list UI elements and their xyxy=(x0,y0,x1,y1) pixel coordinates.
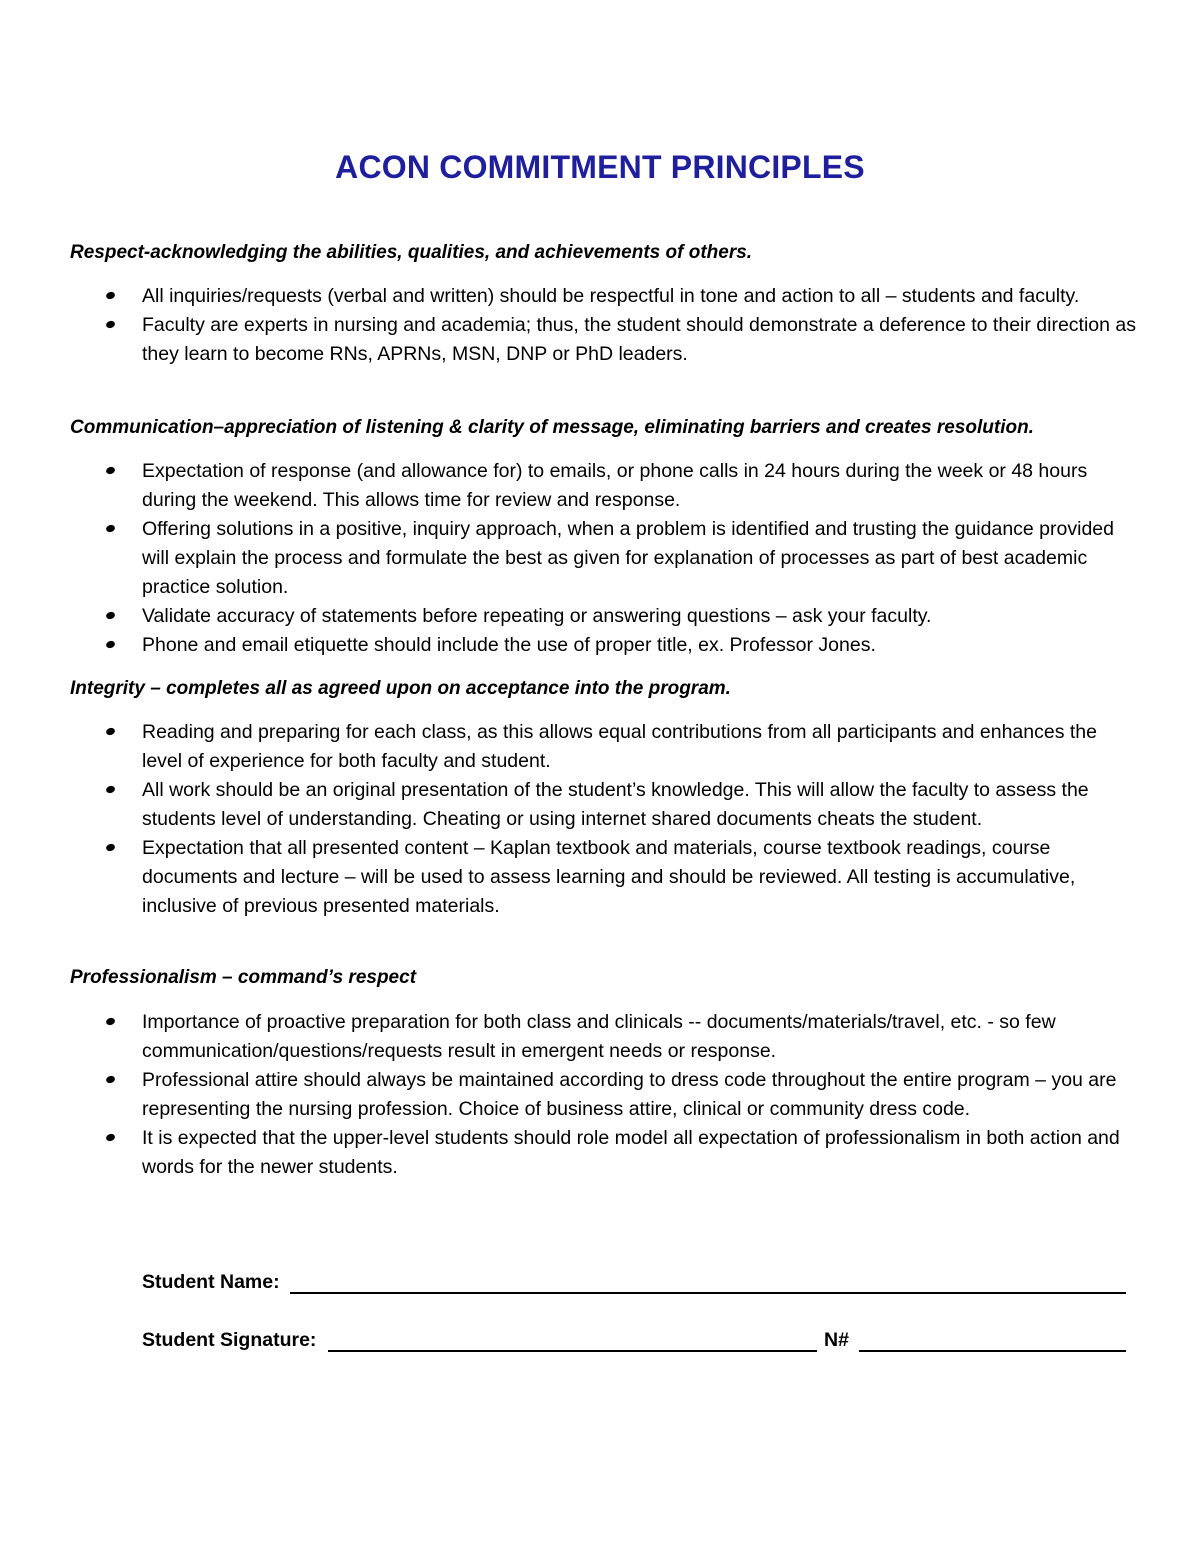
bullet-icon xyxy=(105,611,116,621)
bullet-icon xyxy=(105,524,116,534)
list-item: All work should be an original presentation of the student’s knowledge. This will allow the faculty to assess the students level of understanding. Cheating or using internet shared documents cheats the student. xyxy=(100,776,1140,834)
bullet-icon xyxy=(105,466,116,476)
bullet-icon xyxy=(105,727,116,737)
bullet-icon xyxy=(105,843,116,853)
student-number-field[interactable] xyxy=(859,1350,1126,1352)
list-item: Phone and email etiquette should include the use of proper title, ex. Professor Jones. xyxy=(100,631,1140,660)
section-heading-integrity: Integrity – completes all as agreed upon on acceptance into the program. xyxy=(70,678,731,699)
list-item: It is expected that the upper-level students should role model all expectation of professionalism in both action and words for the newer students. xyxy=(100,1124,1140,1182)
section-heading-communication: Communication–appreciation of listening & clarity of message, eliminating barriers and creates resolution. xyxy=(70,417,1034,438)
list-item: All inquiries/requests (verbal and written) should be respectful in tone and action to all – students and faculty. xyxy=(100,282,1140,311)
bullet-icon xyxy=(105,320,116,330)
list-item: Expectation of response (and allowance for) to emails, or phone calls in 24 hours during the week or 48 hours during the weekend. This allows time for review and response. xyxy=(100,457,1140,515)
student-name-field[interactable] xyxy=(290,1292,1126,1294)
list-item: Faculty are experts in nursing and academia; thus, the student should demonstrate a deference to their direction as they learn to become RNs, APRNs, MSN, DNP or PhD leaders. xyxy=(100,311,1140,369)
student-number-label: N# xyxy=(824,1329,849,1351)
student-signature-label: Student Signature: xyxy=(142,1329,317,1351)
bullet-list-integrity xyxy=(100,718,1140,921)
bullet-icon xyxy=(105,1017,116,1027)
student-signature-field[interactable] xyxy=(328,1350,817,1352)
list-item: Expectation that all presented content – Kaplan textbook and materials, course textbook readings, course documents and lecture – will be used to assess learning and should be reviewed. All testing is accumulative, inclusive of previous presented materials. xyxy=(100,834,1140,921)
bullet-icon xyxy=(105,640,116,650)
list-item: Validate accuracy of statements before repeating or answering questions – ask your faculty. xyxy=(100,602,1140,631)
section-heading-respect: Respect-acknowledging the abilities, qualities, and achievements of others. xyxy=(70,242,753,263)
list-item: Offering solutions in a positive, inquiry approach, when a problem is identified and trusting the guidance provided will explain the process and formulate the best as given for explanation of processes as part of best academic practice solution. xyxy=(100,515,1140,602)
bullet-icon xyxy=(105,291,116,301)
bullet-list-professionalism xyxy=(100,1008,1140,1182)
bullet-icon xyxy=(105,1075,116,1085)
list-item: Professional attire should always be maintained according to dress code throughout the entire program – you are representing the nursing profession. Choice of business attire, clinical or community dress code. xyxy=(100,1066,1140,1124)
bullet-icon xyxy=(105,785,116,795)
bullet-list-communication xyxy=(100,457,1140,660)
list-item: Importance of proactive preparation for both class and clinicals -- documents/materials/travel, etc. - so few communication/questions/requests result in emergent needs or response. xyxy=(100,1008,1140,1066)
page-title: ACON COMMITMENT PRINCIPLES xyxy=(335,149,865,185)
list-item: Reading and preparing for each class, as this allows equal contributions from all participants and enhances the level of experience for both faculty and student. xyxy=(100,718,1140,776)
bullet-icon xyxy=(105,1133,116,1143)
student-name-label: Student Name: xyxy=(142,1271,280,1293)
bullet-list-respect xyxy=(100,282,1140,369)
section-heading-professionalism: Professionalism – command’s respect xyxy=(70,967,417,988)
